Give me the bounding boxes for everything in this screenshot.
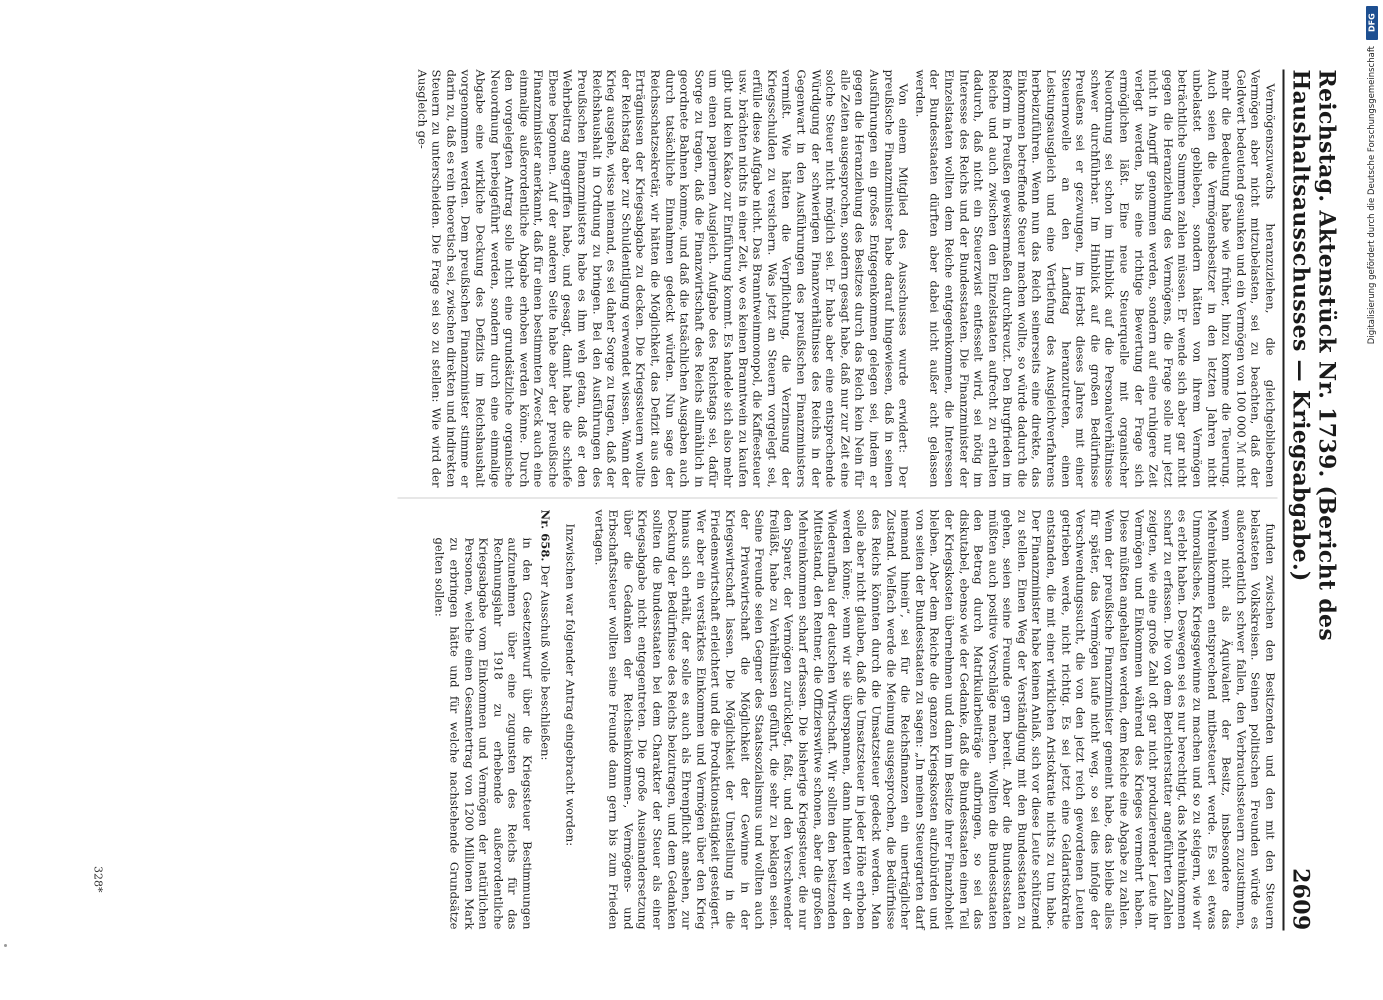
motion-lead: Der Ausschuß wolle beschließen: <box>539 565 553 761</box>
digitization-note: Digitalisierung gefördert durch die Deutsche Forschungsgemeinschaft <box>1367 46 1377 345</box>
motion-intro: Inzwischen war folgender Antrag eingebracht worden: <box>563 523 578 847</box>
right-column <box>432 510 1277 930</box>
motion-text: in den Gesetzentwurf über die Kriegssteuer Bestimmungen aufzunehmen über eine zugunsten des Reichs für das Rechnungsjahr 1918 zu erhebende außerordentliche Kriegsabgabe vom Einkommen und Vermögen der natürlichen Personen, welche einen Gesamtertrag von 1200 Millionen Mark zu erbringen hätte und für welche nachstehende Grundsätze gelten sollen: <box>432 537 535 930</box>
header-title: Reichstag. Aktenstück Nr. 1739. (Bericht des Haushaltsausschusses — Kriegsabgabe.) <box>1287 69 1340 642</box>
motion-number: Nr. 658. <box>539 509 553 562</box>
column-divider <box>398 498 1278 499</box>
page-number: 2609 <box>1287 868 1314 931</box>
motion-heading <box>538 510 553 930</box>
paragraph: Von einem Mitglied des Ausschusses wurde erwidert: Der preußische Finanzminister habe darauf hingewiesen, daß in seinen Ausführungen ein großes Entgegenkommen gelegen sei, indem er gegen die Heranziehung des Besitzes durch das Reich kein Nein für alle Zeiten ausgesprochen, sondern gesagt habe, daß nur zur Zeit eine solche Steuer nicht möglich sei. Er habe aber eine entsprechende Würdigung der schwierigen Finanzverhältnisse des Reichs in der Gegenwart in den Ausführungen des preußischen Finanzministers vermißt. Wie hätten die Verpflichtung, die Verzinsung der Kriegsschulden zu versichern. Was jetzt an Steuern vorgelegt sei, erfülle diese Aufgabe nicht. Das Branntweinmonopol, die Kaffeesteuer usw. brächten nichts in einer Zeit, wo es keinen Branntwein zu kaufen gibt und kein Kakao zur Einführung kommt. Es handele sich also mehr um einen papiernen Ausgleich. Aufgabe des Reichstags sei, dafür Sorge zu tragen, daß die Finanzwirtschaft des Reichs allmählich in geordnete Bahnen komme, und daß die tatsächlichen Ausgaben auch durch tatsächliche Einnahmen gedeckt würden. Nun sage der Reichsschatzsekretär, wir hätten die Möglichkeit, das Defizit aus den Erträgnissen der Kriegsabgabe zu decken. Die Kriegssteuern wollte der Reichstag aber zur Schuldentilgung verwendet wissen. Wann der Krieg ausgehe, wisse niemand, es sei daher Sorge zu tragen, daß der Reichshaushalt in Ordnung zu bringen. Bei den Ausführungen des Preußischen Finanzministers habe es ihm weh getan, daß er den Wehrbeitrag angegriffen habe, und gesagt, damit habe die schiefe Ebene begonnen. Auf der anderen Seite habe aber der preußische Finanzminister anerkannt, daß für einen bestimmten Zweck auch eine einmalige außerordentliche Abgabe erhoben werden könne. Durch den vorgelegten Antrag solle nicht eine grundsätzliche organische Neuordnung herbeigeführt werden, sondern durch eine einmalige Abgabe eine wirkliche Deckung des Defizits im Reichshaushalt vorgenommen werden. Dem preußischen Finanzminister stimme er darin zu, daß es rein theoretisch sei, zwischen direkten und indirekten Steuern zu unterscheiden. Die Frage sei so zu stellen: Wie wird der Ausgleich ge- <box>415 69 911 488</box>
scanned-page <box>52 48 1340 953</box>
paragraph: Vermögenszuwachs heranzuziehen, die gleichgebliebenen Vermögen aber nicht mitzubelasten, sei zu beachten, daß der Geldwert bedeutend gesunken und ein Vermögen von 100 000 ℳ nicht mehr die Bedeutung habe wie früher, hinzu komme die Teuerung. Auch seien die Vermögensbesitzer in den letzten Jahren nicht unbelastet geblieben, sondern hätten von ihrem Vermögen beträchtliche Summen zahlen müssen. Er wende sich aber gar nicht gegen die Heranziehung des Vermögens, die Frage solle nur jetzt nicht in Angriff genommen werden, sondern auf eine ruhigere Zeit verlegt werden, bis eine richtige Bewertung der Frage sich ermöglichen läßt. Eine neue Steuerquelle mit organischer Neuordnung sei schon im Hinblick auf die Personalverhältnisse schwer durchführbar. Im Hinblick auf die großen Bedürfnisse Preußens sei er gezwungen, im Herbst dieses Jahres mit einer Steuernovelle an den Landtag heranzutreten, einen Leistungsausgleich und eine Vertiefung des Ausgleichverfahrens herbeizuführen. Wenn nun das Reich seinerseits eine direkte, das Einkommen betreffende Steuer machen wollte, so würde dadurch die Reform in Preußen gewissermaßen durchkreuzt. Den Burgfrieden im Reiche und auch zwischen den Einzelstaaten aufrecht zu erhalten dadurch, daß nicht ein Steuerzwist entfesselt wird, sei nötig im Interesse des Reichs und der Bundesstaaten. Die Finanzminister der Einzelstaaten wollten dem Reiche entgegenkommen, die Interessen der Bundesstaaten dürften aber dabei nicht außer acht gelassen werden. <box>913 69 1278 488</box>
dfg-logo: DFG <box>1366 6 1378 40</box>
folio-mark: 328* <box>91 866 105 893</box>
paragraph: funden zwischen den Besitzenden und den mit den Steuern belasteten Volkskreisen. Seinen politischen Freunden würde es außerordentlich schwer fallen, den Verbrauchssteuern zuzustimmen, wenn nicht als Äquivalent der Besitz, insbesondere das Mehreinkommen entsprechend mitbesteuert werde. Es sei etwas Unmoralisches, Kriegsgewinne zu machen und so zu steigern, wie wir es erlebt haben. Deswegen sei es nur berechtigt, das Mehreinkommen scharf zu erfassen. Die von dem Berichterstatter angeführten Zahlen zeigten, wie eine große Zahl oft gar nicht produzierender Leute ihr Vermögen und Einkommen während des Krieges vermehrt haben. Diese müßten angehalten werden, dem Reiche eine Abgabe zu zahlen. Wenn der preußische Finanzminister gemeint habe, das bleibe alles für später, das Vermögen laufe nicht weg, so sei dies infolge der Verschwendungssucht, die von den jetzt reich gewordenen Leuten getrieben werde, nicht richtig. Es sei jetzt eine Geldaristokratie entstanden, die mit einer wirklichen Aristokratie nichts zu tun habe. Der Finanzminister habe keinen Anlaß, sich vor diese Leute schützend zu stellen. Einen Weg der Verständigung mit den Bundesstaaten zu gehen, seien seine Freunde gern bereit. Aber die Bundesstaaten müßten auch positive Vorschläge machen. Wollten die Bundesstaaten den Betrag durch Matrikularbeiträge aufbringen, so sei das diskutabel, ebenso wie der Gedanke, daß die Bundesstaaten einen Teil der Kriegskosten übernehmen und dann im Besitze ihrer Finanzhoheit bleiben. Aber dem Reiche die ganzen Kriegskosten aufzubürden und von seiten der Bundesstaaten zu sagen: „In meinen Steuergarten darf niemand hinein“, sei für die Reichsfinanzen ein unerträglicher Zustand. Vielfach werde die Meinung ausgesprochen, die Bedürfnisse des Reichs könnten durch die Umsatzsteuer gedeckt werden. Man solle aber nicht glauben, daß die Umsatzsteuer in jeder Höhe erhoben werden könne; wenn wir sie überspannen, dann hinderten wir den Wiederaufbau der deutschen Wirtschaft. Wir sollten den besitzenden Mittelstand, den Rentner, die Offizierswitwe schonen, aber die großen Mehreinkommen scharf erfassen. Die bisherige Kriegssteuer, die nur den Sparer, der Vermögen zurücklegt, faßt, und den Verschwender freiläßt, habe zu Verhältnissen geführt, die sehr zu beklagen seien. Seine Freunde seien Gegner des Staatssozialismus und wollten auch der Privatwirtschaft die Möglichkeit der Gewinne in der Kriegswirtschaft lassen. Die Möglichkeit der Umstellung in die Friedenswirtschaft erleichtert und die Produktionstätigkeit gesteigert. Wer aber ein verstärktes Einkommen und Vermögen über den Krieg hinaus sich erhält, der solle es auch als Ehrenpflicht ansehen, zur Deckung der Bedürfnisse des Reichs beizutragen, und dem Gedanken sollten die Bundesstaaten bei dem Charakter der Steuer als einer Kriegsabgabe nicht entgegentreten. Die große Auseinandersetzung über die Gedanken der Reichseinkommen-, Vermögens- und Erbschaftssteuer wollten seine Freunde dann gern bis zum Frieden vertagen. <box>592 509 1278 930</box>
left-column <box>414 70 1277 488</box>
digitization-credit <box>1365 6 1379 344</box>
scan-speck <box>4 944 7 947</box>
running-header <box>1283 69 1340 931</box>
